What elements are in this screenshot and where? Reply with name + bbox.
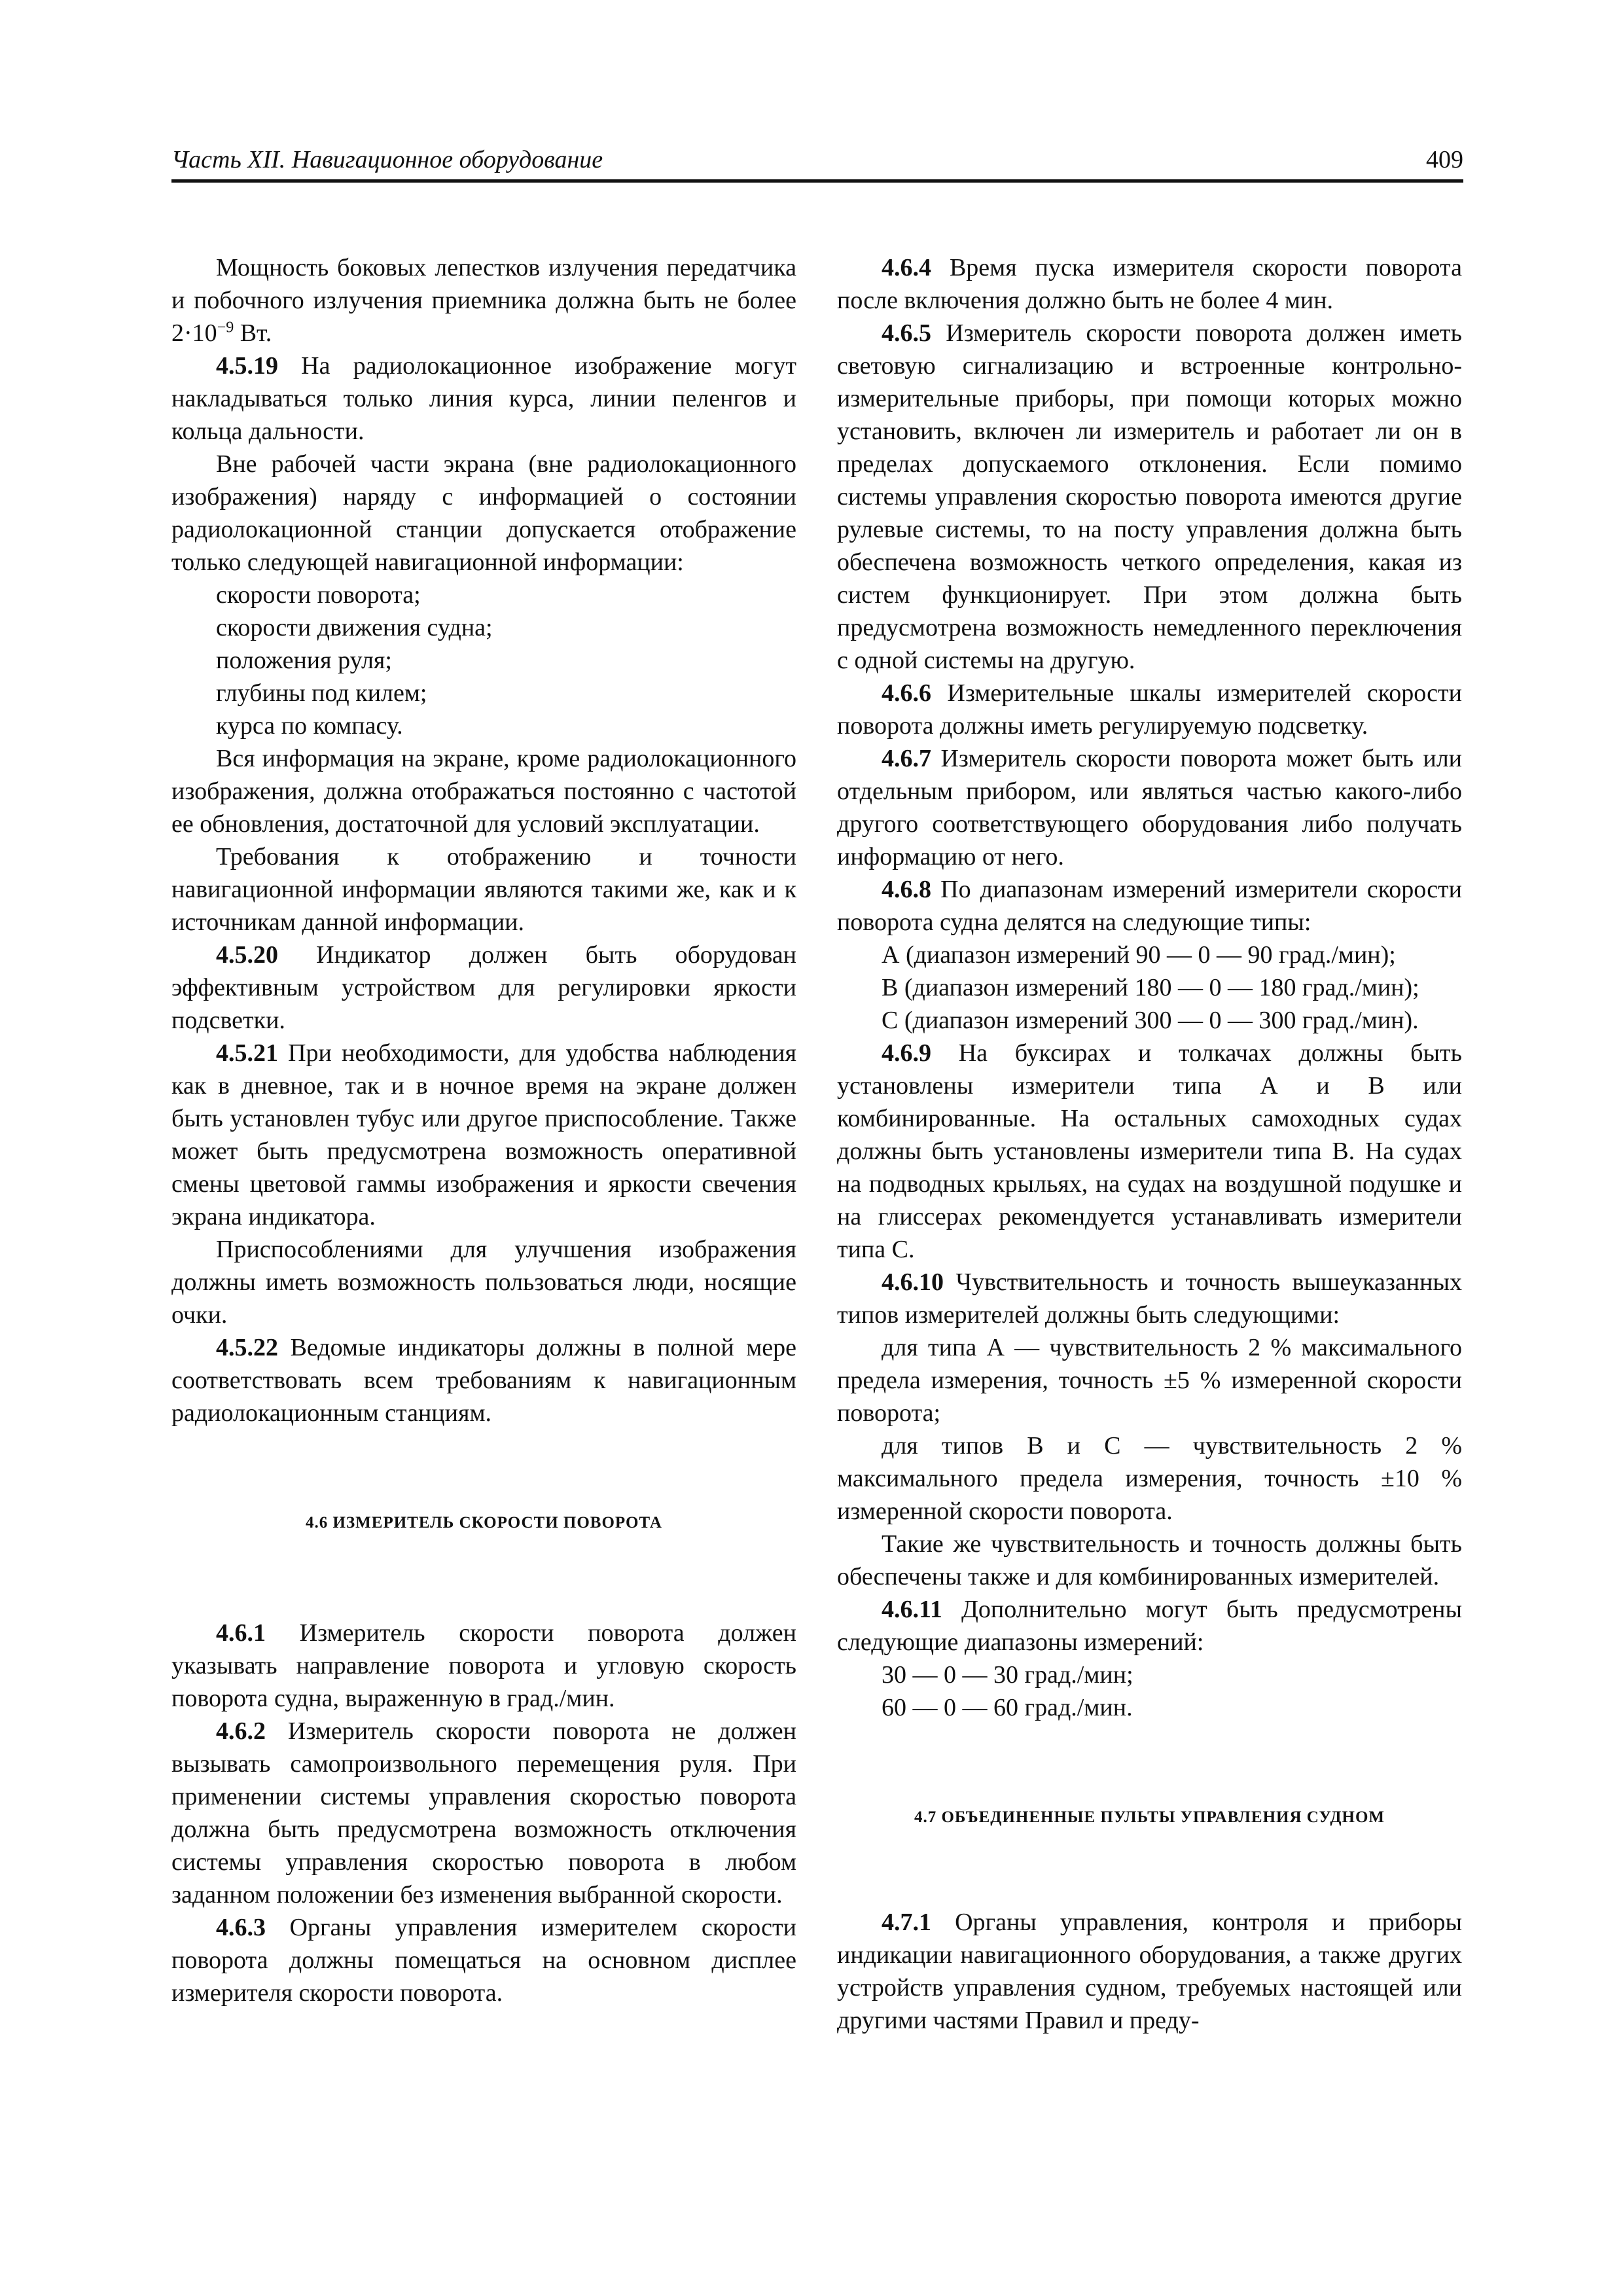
clause-number: 4.6.10 [882,1268,944,1296]
paragraph: 4.6.8 По диапазонам измерений измерители скорости поворота судна делятся на следующие типы: [837,876,1462,936]
clause-number: 4.6.4 [882,254,931,281]
paragraph: 4.7.1 Органы управления, контроля и приборы индикации навигационного оборудования, а также других устройств управления судном, требуемых настоящей или другими частями Правил и преду- [837,1909,1462,2034]
paragraph: Мощность боковых лепестков излучения передатчика и побочного излучения приемника должна быть не более $2\cdot 10^{-9}$ Вт. [171,254,796,347]
clause-number: 4.5.21 [216,1039,278,1067]
paragraph: 4.6.4 Время пуска измерителя скорости поворота после включения должно быть не более 4 мин. [837,254,1462,314]
paragraph: 4.6.2 Измеритель скорости поворота не должен вызывать самопроизвольного перемещения руля. При применении системы управления скоростью поворота должна быть предусмотрена возможность отключения системы управления скоростью поворота в любом заданном положении без изменения выбранной скорости. [171,1717,796,1909]
paragraph: Такие же чувствительность и точность должны быть обеспечены также и для комбинированных измерителей. [837,1530,1462,1590]
page-number: 409 [1426,146,1463,173]
paragraph: 4.6.1 Измеритель скорости поворота должен указывать направление поворота и угловую скорость поворота судна, выраженную в град./мин. [171,1619,796,1712]
paragraph: 4.6.6 Измерительные шкалы измерителей скорости поворота должны иметь регулируемую подсветку. [837,679,1462,740]
paragraph: 4.5.19 На радиолокационное изображение могут накладываться только линия курса, линии пеленгов и кольца дальности. [171,352,796,445]
paragraph: 4.6.7 Измеритель скорости поворота может быть или отдельным прибором, или являться частью какого-либо другого соответствующего оборудования либо получать информацию от него. [837,745,1462,870]
clause-number: 4.6.2 [216,1717,266,1745]
list-item: В (диапазон измерений 180 — 0 — 180 град./мин); [882,974,1419,1001]
paragraph: для типа А — чувствительность 2 % максимального предела измерения, точность ±5 % измеренной скорости поворота; [837,1334,1462,1427]
list-item: 30 — 0 — 30 град./мин; [882,1661,1133,1689]
clause-number: 4.6.7 [882,745,931,772]
clause-number: 4.6.8 [882,876,931,903]
list-item: скорости поворота; [216,581,421,609]
clause-number: 4.7.1 [882,1909,931,1936]
paragraph: Вся информация на экране, кроме радиолокационного изображения, должна отображаться постоянно с частотой ее обновления, достаточной для условий эксплуатации. [171,745,796,838]
clause-number: 4.6.11 [882,1596,942,1623]
clause-number: 4.5.20 [216,941,278,969]
paragraph: 4.6.9 На буксирах и толкачах должны быть установлены измерители типа А и В или комбинированные. На остальных самоходных судах должны быть установлены измерители типа В. На судах на подводных крыльях, на судах на воздушной подушке и на глиссерах рекомендуется устанавливать измерители типа С. [837,1039,1462,1263]
clause-number: 4.6.3 [216,1914,266,1941]
left-column [171,251,796,2009]
paragraph: 4.5.21 При необходимости, для удобства наблюдения как в дневное, так и в ночное время на экране должен быть установлен тубус или другое приспособление. Также может быть предусмотрена возможность оперативной смены цветовой гаммы изображения и яркости свечения экрана индикатора. [171,1039,796,1230]
list-item: А (диапазон измерений 90 — 0 — 90 град./мин); [882,941,1396,969]
paragraph: 4.5.20 Индикатор должен быть оборудован эффективным устройством для регулировки яркости подсветки. [171,941,796,1034]
list-item: глубины под килем; [216,679,427,707]
list-item: курса по компасу. [216,712,403,740]
clause-number: 4.5.22 [216,1334,278,1361]
paragraph: Приспособлениями для улучшения изображения должны иметь возможность пользоваться люди, носящие очки. [171,1236,796,1329]
running-title: Часть XII. Навигационное оборудование [171,146,603,173]
list-item: 60 — 0 — 60 град./мин. [882,1694,1133,1721]
exponent: −9 [217,319,234,336]
page-header [171,143,1463,183]
list-item: скорости движения судна; [216,614,493,641]
section-heading: 4.6 ИЗМЕРИТЕЛЬ СКОРОСТИ ПОВОРОТА [306,1514,662,1532]
list-item: положения руля; [216,647,392,674]
clause-number: 4.5.19 [216,352,278,380]
paragraph: Вне рабочей части экрана (вне радиолокационного изображения) наряду с информацией о состоянии радиолокационной станции допускается отображение только следующей навигационной информации: [171,450,796,576]
paragraph: для типов В и С — чувствительность 2 % максимального предела измерения, точность ±10 % измеренной скорости поворота. [837,1432,1462,1525]
clause-number: 4.6.1 [216,1619,266,1647]
clause-number: 4.6.9 [882,1039,931,1067]
clause-number: 4.6.6 [882,679,931,707]
right-column [837,251,1462,2037]
clause-number: 4.6.5 [882,319,931,347]
paragraph: 4.6.10 Чувствительность и точность вышеуказанных типов измерителей должны быть следующими: [837,1268,1462,1329]
section-heading: 4.7 ОБЪЕДИНЕННЫЕ ПУЛЬТЫ УПРАВЛЕНИЯ СУДНОМ [914,1808,1385,1826]
paragraph: 4.5.22 Ведомые индикаторы должны в полной мере соответствовать всем требованиям к навигационным радиолокационным станциям. [171,1334,796,1427]
paragraph: 4.6.3 Органы управления измерителем скорости поворота должны помещаться на основном дисплее измерителя скорости поворота. [171,1914,796,2007]
list-item: С (диапазон измерений 300 — 0 — 300 град./мин). [882,1007,1419,1034]
paragraph: 4.6.5 Измеритель скорости поворота должен иметь световую сигнализацию и встроенные контрольно-измерительные приборы, при помощи которых можно установить, включен ли измеритель и работает ли он в пределах допускаемого отклонения. Если помимо системы управления скоростью поворота имеются другие рулевые системы, то на посту управления должна быть обеспечена возможность четкого определения, какая из систем функционирует. При этом должна быть предусмотрена возможность немедленного переключения с одной системы на другую. [837,319,1462,674]
paragraph: 4.6.11 Дополнительно могут быть предусмотрены следующие диапазоны измерений: [837,1596,1462,1656]
paragraph: Требования к отображению и точности навигационной информации являются такими же, как и к источникам данной информации. [171,843,796,936]
